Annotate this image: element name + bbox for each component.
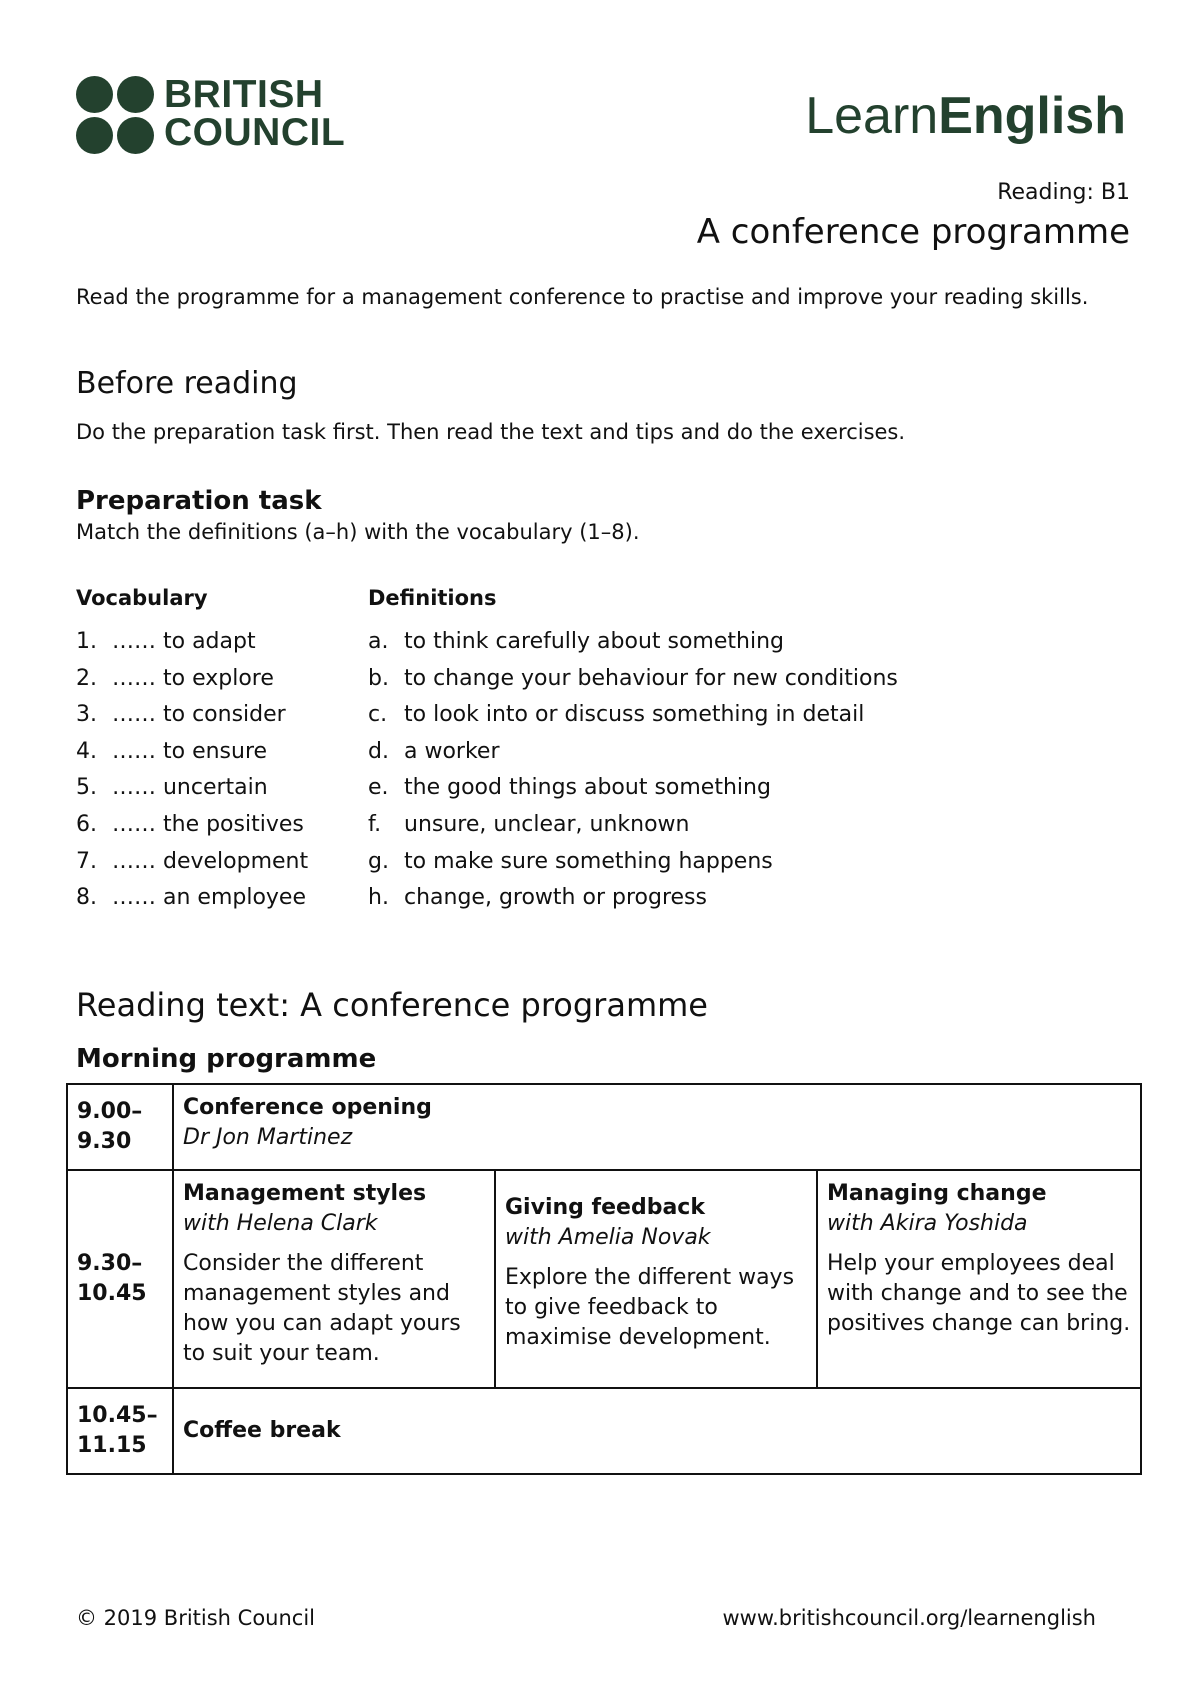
- session-description: Help your employees deal with change and to see the positives change can bring.: [827, 1251, 1131, 1336]
- preparation-instruction: Match the definitions (a–h) with the vocabulary (1–8).: [76, 520, 640, 544]
- vocabulary-list: [76, 624, 308, 917]
- list-item: h. change, growth or progress: [368, 885, 707, 911]
- session-cell: [173, 1084, 1141, 1170]
- session-title: Managing change: [827, 1181, 1047, 1206]
- list-item: d. a worker: [368, 738, 500, 764]
- definitions-heading: Definitions: [368, 586, 497, 610]
- british-council-logo: [76, 73, 346, 154]
- list-item: 6. …… the positives: [76, 811, 304, 837]
- morning-programme-heading: Morning programme: [76, 1044, 377, 1074]
- session-cell: [173, 1388, 1141, 1474]
- learnenglish-logo: [805, 86, 1126, 146]
- british-council-dots-icon: [76, 76, 154, 154]
- footer-url[interactable]: www.britishcouncil.org/learnenglish: [722, 1606, 1096, 1630]
- session-cell: [495, 1170, 817, 1388]
- page-title: A conference programme: [696, 212, 1130, 252]
- session-description: Explore the different ways to give feedback to maximise development.: [505, 1265, 795, 1350]
- table-row: [67, 1388, 1141, 1474]
- session-cell: [173, 1170, 495, 1388]
- list-item: b. to change your behaviour for new conditions: [368, 665, 898, 691]
- list-item: 5. …… uncertain: [76, 775, 268, 801]
- definitions-list: [368, 624, 898, 917]
- table-row: [67, 1170, 1141, 1388]
- list-item: c. to look into or discuss something in detail: [368, 702, 865, 728]
- list-item: 1. …… to adapt: [76, 629, 256, 654]
- time-cell: 9.00– 9.30: [67, 1084, 173, 1170]
- intro-text: Read the programme for a management conference to practise and improve your reading skills.: [76, 285, 1089, 309]
- programme-table: [66, 1083, 1142, 1475]
- session-speaker: with Akira Yoshida: [827, 1211, 1028, 1236]
- session-title: Management styles: [183, 1181, 427, 1206]
- list-item: 4. …… to ensure: [76, 738, 268, 764]
- reading-text-heading: Reading text: A conference programme: [76, 986, 708, 1024]
- session-title: Giving feedback: [505, 1195, 705, 1220]
- list-item: a. to think carefully about something: [368, 629, 784, 654]
- session-title: Conference opening: [183, 1095, 432, 1120]
- logo-line-1: BRITISH: [164, 73, 324, 116]
- session-speaker: with Helena Clark: [183, 1211, 378, 1236]
- list-item: 2. …… to explore: [76, 665, 274, 691]
- session-title: Coffee break: [183, 1418, 341, 1443]
- vocabulary-heading: Vocabulary: [76, 586, 208, 610]
- session-speaker: Dr Jon Martinez: [183, 1125, 353, 1150]
- before-reading-text: Do the preparation task first. Then read the text and tips and do the exercises.: [76, 420, 906, 444]
- table-row: [67, 1084, 1141, 1170]
- preparation-task-heading: Preparation task: [76, 486, 322, 516]
- list-item: 7. …… development: [76, 848, 309, 874]
- time-cell: 9.30– 10.45: [67, 1170, 173, 1388]
- list-item: e. the good things about something: [368, 775, 771, 801]
- logo-learn: Learn: [805, 87, 939, 145]
- list-item: g. to make sure something happens: [368, 848, 773, 874]
- logo-english: English: [938, 87, 1126, 145]
- session-speaker: with Amelia Novak: [505, 1225, 711, 1250]
- list-item: f. unsure, unclear, unknown: [368, 811, 690, 837]
- footer-copyright: © 2019 British Council: [76, 1606, 316, 1630]
- session-cell: [817, 1170, 1141, 1388]
- time-cell: 10.45– 11.15: [67, 1388, 173, 1474]
- before-reading-heading: Before reading: [76, 366, 298, 401]
- logo-line-2: COUNCIL: [164, 111, 346, 154]
- session-description: Consider the different management styles and how you can adapt yours to suit your team.: [183, 1251, 461, 1366]
- list-item: 8. …… an employee: [76, 885, 307, 911]
- list-item: 3. …… to consider: [76, 702, 286, 728]
- reading-level: Reading: B1: [997, 180, 1130, 205]
